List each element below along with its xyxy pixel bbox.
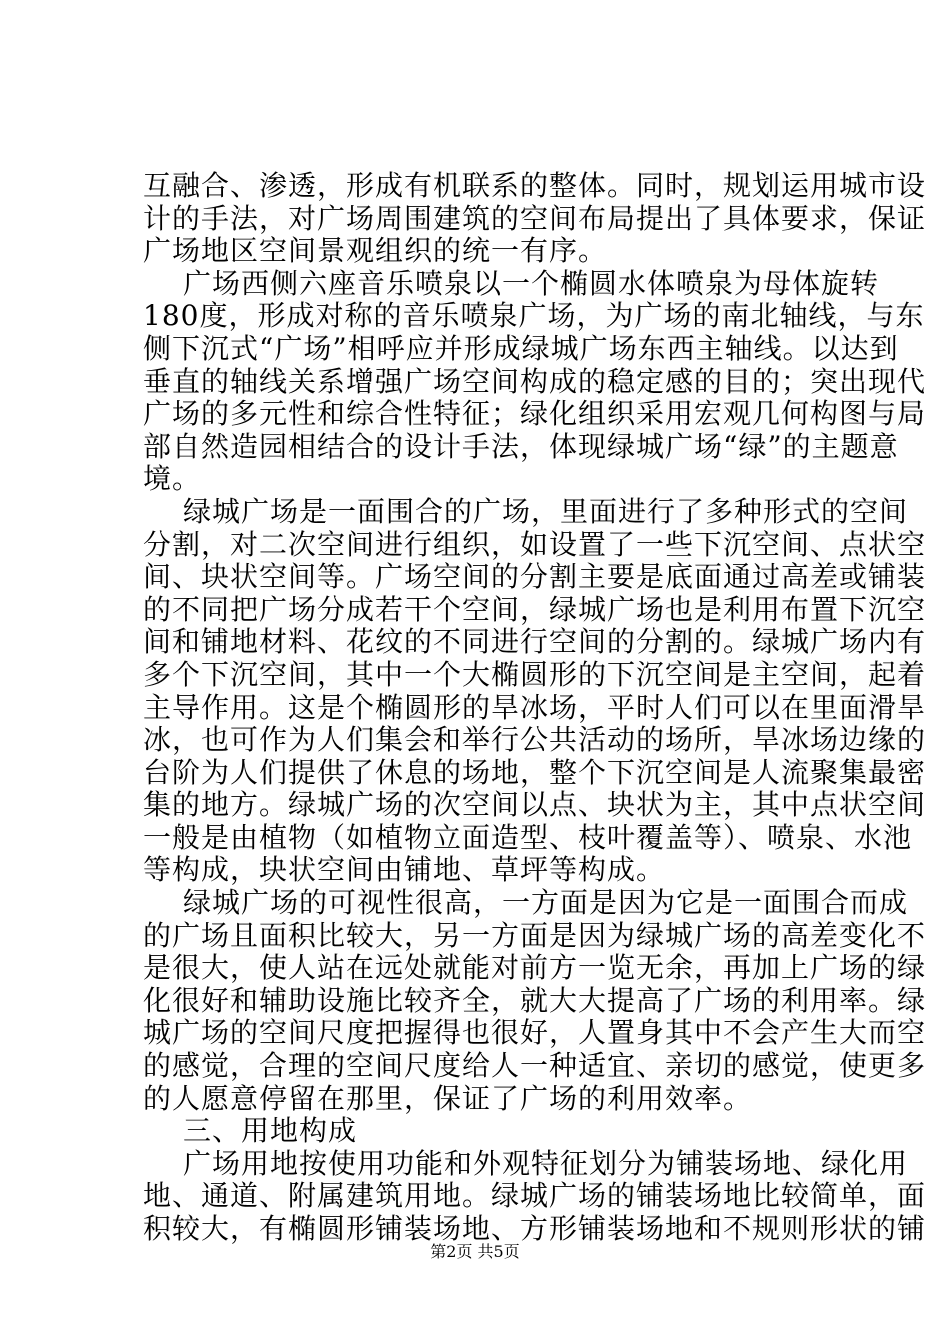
page-footer: 第2页 共5页 bbox=[430, 1242, 520, 1261]
text-line: 集的地方。绿城广场的次空间以点、块状为主，其中点状空间 bbox=[143, 788, 927, 822]
text-line: 的不同把广场分成若干个空间，绿城广场也是利用布置下沉空 bbox=[143, 592, 927, 626]
text-line: 三、用地构成 bbox=[183, 1114, 358, 1148]
text-line: 计的手法，对广场周围建筑的空间布局提出了具体要求，保证 bbox=[143, 201, 927, 235]
text-line: 地、通道、附属建筑用地。绿城广场的铺装场地比较简单，面 bbox=[143, 1179, 927, 1213]
text-line: 的感觉，合理的空间尺度给人一种适宜、亲切的感觉，使更多 bbox=[143, 1049, 927, 1083]
text-line: 积较大，有椭圆形铺装场地、方形铺装场地和不规则形状的铺 bbox=[143, 1212, 927, 1245]
text-line: 部自然造园相结合的设计手法，体现绿城广场“绿”的主题意 bbox=[143, 429, 899, 463]
text-line: 绿城广场的可视性很高，一方面是因为它是一面围合而成 bbox=[183, 886, 909, 920]
text-line: 台阶为人们提供了休息的场地，整个下沉空间是人流聚集最密 bbox=[143, 755, 927, 789]
text-line: 境。 bbox=[143, 462, 202, 496]
text-line: 是很大，使人站在远处就能对前方一览无余，再加上广场的绿 bbox=[143, 951, 927, 985]
text-line: 冰，也可作为人们集会和举行公共活动的场所，旱冰场边缘的 bbox=[143, 723, 927, 757]
text-line: 的广场且面积比较大，另一方面是因为绿城广场的高差变化不 bbox=[143, 918, 927, 952]
text-line: 间和铺地材料、花纹的不同进行空间的分割的。绿城广场内有 bbox=[143, 625, 927, 659]
text-line: 化很好和辅助设施比较齐全，就大大提高了广场的利用率。绿 bbox=[143, 983, 927, 1017]
text-line: 主导作用。这是个椭圆形的旱冰场，平时人们可以在里面滑旱 bbox=[143, 690, 927, 724]
text-line: 垂直的轴线关系增强广场空间构成的稳定感的目的；突出现代 bbox=[143, 364, 927, 398]
text-line: 互融合、渗透，形成有机联系的整体。同时，规划运用城市设 bbox=[143, 169, 927, 202]
text-line: 一般是由植物（如植物立面造型、枝叶覆盖等）、喷泉、水池 bbox=[143, 820, 913, 854]
text-line: 间、块状空间等。广场空间的分割主要是底面通过高差或铺装 bbox=[143, 560, 927, 594]
text-line: 城广场的空间尺度把握得也很好，人置身其中不会产生大而空 bbox=[143, 1016, 927, 1050]
text-line: 侧下沉式“广场”相呼应并形成绿城广场东西主轴线。以达到 bbox=[143, 331, 899, 365]
text-line: 分割，对二次空间进行组织，如设置了一些下沉空间、点状空 bbox=[143, 527, 927, 561]
document-body bbox=[143, 169, 927, 1246]
text-line: 多个下沉空间，其中一个大椭圆形的下沉空间是主空间，起着 bbox=[143, 657, 927, 691]
text-line: 广场用地按使用功能和外观特征划分为铺装场地、绿化用 bbox=[183, 1146, 909, 1180]
text-line: 广场的多元性和综合性特征；绿化组织采用宏观几何构图与局 bbox=[143, 397, 927, 431]
text-line: 广场地区空间景观组织的统一有序。 bbox=[143, 234, 608, 268]
text-line: 绿城广场是一面围合的广场，里面进行了多种形式的空间 bbox=[183, 494, 909, 528]
text-line: 广场西侧六座音乐喷泉以一个椭圆水体喷泉为母体旋转 bbox=[183, 266, 880, 300]
text-line: 等构成，块状空间由铺地、草坪等构成。 bbox=[143, 853, 666, 887]
text-line: 的人愿意停留在那里，保证了广场的利用效率。 bbox=[143, 1081, 753, 1115]
text-line: 180度，形成对称的音乐喷泉广场，为广场的南北轴线，与东 bbox=[143, 299, 925, 333]
